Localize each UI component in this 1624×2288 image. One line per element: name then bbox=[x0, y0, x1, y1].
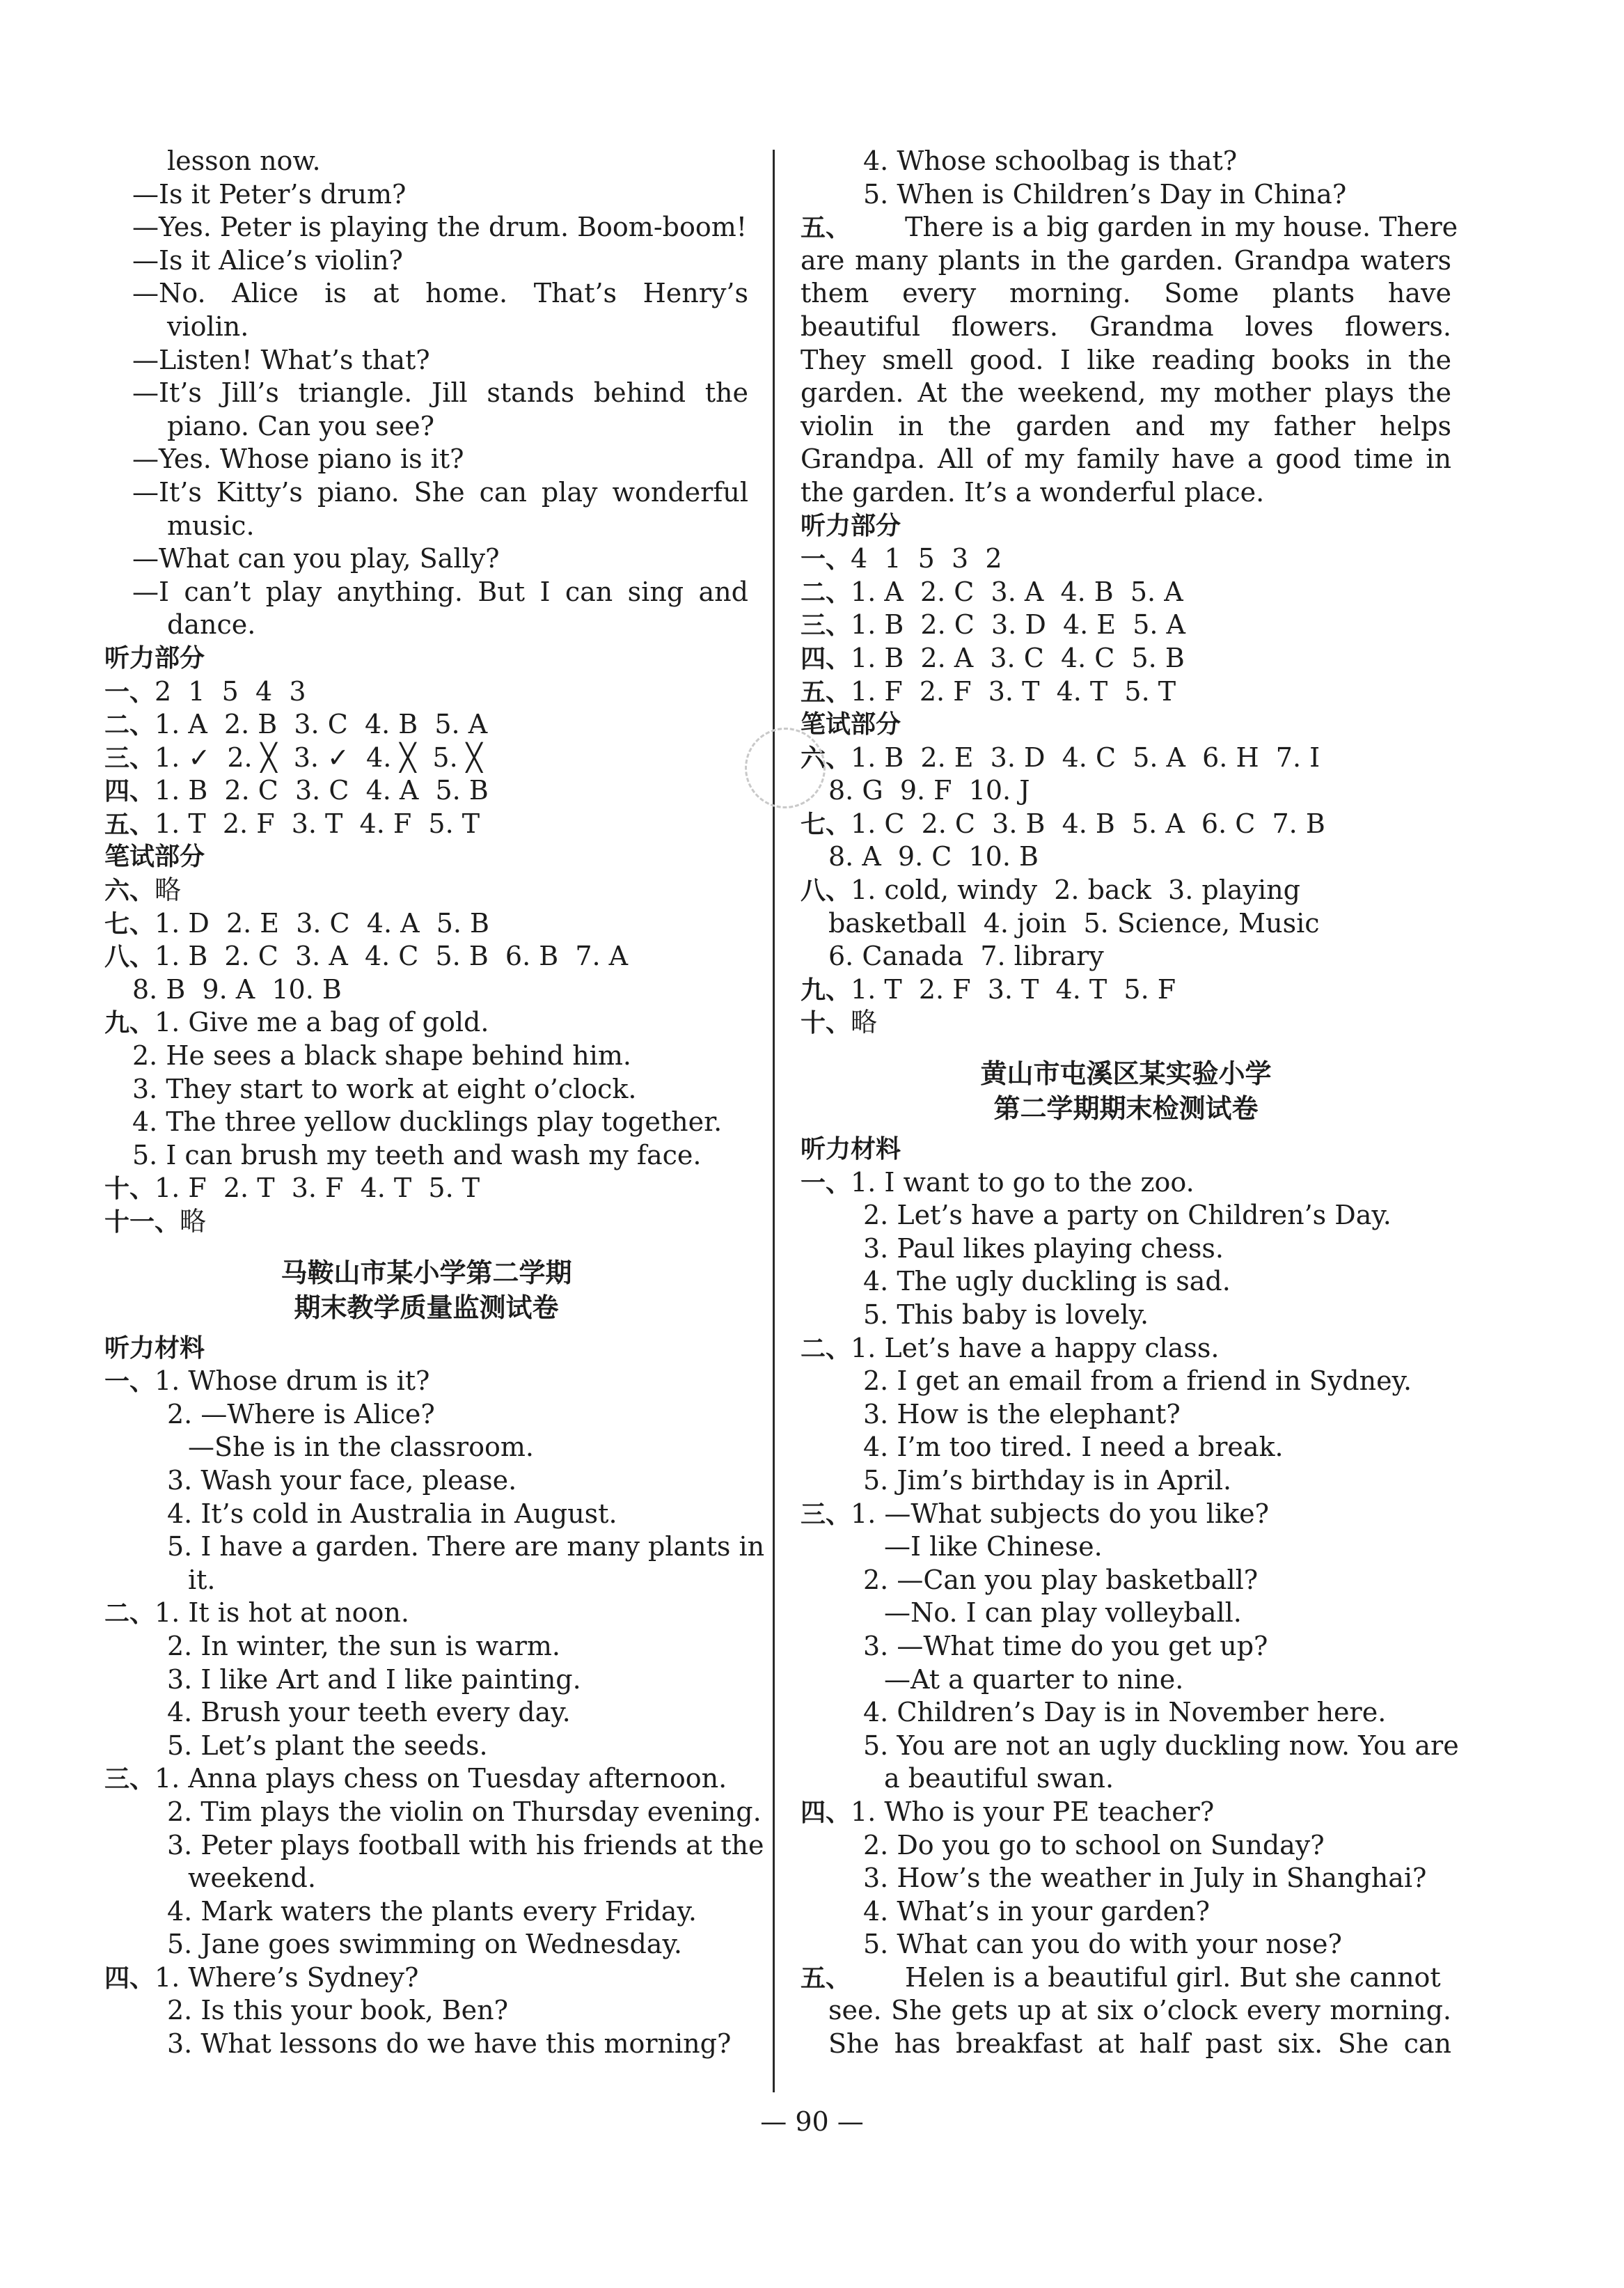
material-line: 2. —Where is Alice? bbox=[167, 1398, 435, 1429]
material-line: 2. Let’s have a party on Children’s Day. bbox=[863, 1200, 1392, 1231]
section-number: 七、 bbox=[801, 810, 851, 839]
material-line: 4. It’s cold in Australia in August. bbox=[167, 1498, 617, 1529]
material-line: 5. This baby is lovely. bbox=[863, 1299, 1149, 1330]
section-number: 一、 bbox=[104, 1368, 155, 1397]
material-line: 3. Paul likes playing chess. bbox=[863, 1232, 1224, 1264]
section-number: 二、 bbox=[801, 578, 851, 607]
answer-line bbox=[801, 1006, 1451, 1040]
text-line: dance. bbox=[167, 609, 256, 641]
answer-line bbox=[801, 675, 1451, 709]
material-line: 4. Brush your teeth every day. bbox=[167, 1697, 571, 1728]
answer-line bbox=[104, 774, 748, 808]
answer-line: 8. G 9. F 10. J bbox=[828, 775, 1030, 806]
answer-line bbox=[801, 576, 1451, 609]
answer-line bbox=[104, 1006, 748, 1040]
section-number: 八、 bbox=[801, 877, 851, 906]
material-line: —No. I can play volleyball. bbox=[884, 1597, 1242, 1629]
section-header: 听力部分 bbox=[104, 643, 205, 673]
answer-text: 略 bbox=[155, 875, 182, 906]
answer-text: 1. cold, windy 2. back 3. playing bbox=[851, 875, 1300, 906]
passage-line bbox=[801, 211, 1458, 244]
material-line: —At a quarter to nine. bbox=[884, 1663, 1184, 1695]
answer-text: 1. A 2. B 3. C 4. B 5. A bbox=[155, 709, 488, 740]
material-line: 5. Jane goes swimming on Wednesday. bbox=[167, 1929, 682, 1960]
section-number: 九、 bbox=[801, 975, 851, 1005]
answer-text: 1. T 2. F 3. T 4. F 5. T bbox=[155, 808, 480, 839]
section-number: 十一、 bbox=[104, 1208, 180, 1237]
section-number: 四、 bbox=[801, 1798, 851, 1827]
material-line bbox=[801, 1796, 1451, 1829]
answer-text: 略 bbox=[180, 1206, 207, 1237]
material-line: 2. Tim plays the violin on Thursday evening. bbox=[167, 1796, 762, 1827]
answer-line bbox=[801, 973, 1451, 1007]
answer-text: 1. C 2. C 3. B 4. B 5. A 6. C 7. B bbox=[851, 808, 1325, 839]
material-line: —I like Chinese. bbox=[884, 1531, 1103, 1562]
material-line: 2. Do you go to school on Sunday? bbox=[863, 1829, 1325, 1860]
passage-line bbox=[801, 1961, 1451, 1995]
answer-line bbox=[104, 675, 748, 709]
material-line: 5. Jim’s birthday is in April. bbox=[863, 1464, 1232, 1496]
section-header: 听力部分 bbox=[801, 511, 901, 540]
material-text: 1. I want to go to the zoo. bbox=[851, 1166, 1195, 1198]
material-text: 1. Who is your PE teacher? bbox=[851, 1796, 1215, 1827]
material-line: 5. What can you do with your nose? bbox=[863, 1929, 1342, 1960]
answer-line: 4. The three yellow ducklings play together. bbox=[132, 1106, 723, 1138]
section-number: 五、 bbox=[801, 214, 851, 243]
answer-text: 1. B 2. C 3. A 4. C 5. B 6. B 7. A bbox=[155, 941, 629, 972]
section-number: 三、 bbox=[104, 744, 155, 773]
material-text: 1. Anna plays chess on Tuesday afternoon. bbox=[155, 1763, 727, 1794]
answer-text: 1. B 2. C 3. C 4. A 5. B bbox=[155, 775, 489, 806]
material-line bbox=[104, 1597, 748, 1630]
material-line: —She is in the classroom. bbox=[188, 1432, 534, 1463]
material-line: 5. I have a garden. There are many plants in bbox=[167, 1531, 765, 1562]
section-number: 九、 bbox=[104, 1009, 155, 1038]
section-number: 八、 bbox=[104, 943, 155, 972]
answer-text: 1. D 2. E 3. C 4. A 5. B bbox=[155, 907, 489, 939]
section-number: 一、 bbox=[801, 545, 851, 574]
passage-text: Helen is a beautiful girl. But she cannot bbox=[905, 1961, 1441, 1993]
test-title: 马鞍山市某小学第二学期 bbox=[281, 1257, 572, 1288]
text-line: violin. bbox=[167, 311, 249, 342]
material-line: 4. Children’s Day is in November here. bbox=[863, 1697, 1387, 1728]
test-title: 期末教学质量监测试卷 bbox=[294, 1292, 559, 1323]
answer-line bbox=[104, 808, 748, 841]
answer-line bbox=[801, 874, 1451, 907]
text-line: —What can you play, Sally? bbox=[132, 543, 500, 574]
material-line: 2. I get an email from a friend in Sydney. bbox=[863, 1365, 1412, 1397]
section-number: 四、 bbox=[104, 1964, 155, 1993]
material-line: it. bbox=[188, 1564, 216, 1595]
section-number: 六、 bbox=[104, 877, 155, 906]
material-line: weekend. bbox=[188, 1863, 316, 1894]
answer-line: 8. B 9. A 10. B bbox=[132, 973, 342, 1005]
passage-text: There is a big garden in my house. There bbox=[905, 212, 1458, 243]
answer-line: 2. He sees a black shape behind him. bbox=[132, 1040, 631, 1072]
material-line: 5. When is Children’s Day in China? bbox=[863, 178, 1347, 210]
answer-text: 1. F 2. T 3. F 4. T 5. T bbox=[155, 1173, 480, 1204]
material-line: 3. —What time do you get up? bbox=[863, 1630, 1268, 1661]
material-line: 4. I’m too tired. I need a break. bbox=[863, 1432, 1284, 1463]
material-line bbox=[104, 1762, 748, 1796]
material-line: 3. How’s the weather in July in Shanghai? bbox=[863, 1863, 1427, 1894]
material-line: 3. Peter plays football with his friends at the bbox=[167, 1829, 764, 1860]
material-line: 2. In winter, the sun is warm. bbox=[167, 1630, 560, 1661]
left-column bbox=[104, 145, 765, 2061]
test-title: 黄山市屯溪区某实验小学 bbox=[980, 1058, 1272, 1090]
answer-line: 5. I can brush my teeth and wash my face. bbox=[132, 1139, 702, 1170]
text-line: —I can’t play anything. But I can sing and bbox=[132, 576, 748, 607]
answer-text: 略 bbox=[851, 1007, 878, 1038]
answer-line: basketball 4. join 5. Science, Music bbox=[828, 907, 1320, 939]
section-number: 五、 bbox=[801, 677, 851, 707]
right-column bbox=[801, 145, 1459, 2061]
answer-line bbox=[801, 542, 1451, 576]
answer-line bbox=[104, 1205, 748, 1239]
answer-text: 1. Give me a bag of gold. bbox=[155, 1007, 489, 1038]
answer-line: 8. A 9. C 10. B bbox=[828, 841, 1039, 872]
section-number: 一、 bbox=[801, 1168, 851, 1198]
material-line: 2. Is this your book, Ben? bbox=[167, 1995, 508, 2026]
material-text: 1. —What subjects do you like? bbox=[851, 1498, 1269, 1529]
material-line bbox=[801, 1332, 1451, 1365]
material-line bbox=[104, 1365, 748, 1398]
material-line: 4. The ugly duckling is sad. bbox=[863, 1266, 1231, 1297]
passage-line: Grandpa. All of my family have a good time in bbox=[801, 444, 1451, 475]
answer-line bbox=[104, 907, 748, 941]
passage-line: the garden. It’s a wonderful place. bbox=[801, 476, 1265, 508]
text-line: —It’s Kitty’s piano. She can play wonderful bbox=[132, 476, 748, 508]
answer-line: 6. Canada 7. library bbox=[828, 941, 1104, 972]
answer-line bbox=[801, 742, 1451, 775]
answer-line bbox=[104, 874, 748, 907]
material-line: a beautiful swan. bbox=[884, 1763, 1114, 1794]
answer-line bbox=[801, 808, 1451, 841]
text-line: —No. Alice is at home. That’s Henry’s bbox=[132, 278, 748, 309]
text-line: —Listen! What’s that? bbox=[132, 344, 430, 375]
passage-line: She has breakfast at half past six. She can bbox=[828, 2028, 1451, 2060]
text-line: piano. Can you see? bbox=[167, 410, 435, 441]
text-line: —Yes. Peter is playing the drum. Boom-boom! bbox=[132, 212, 748, 243]
answer-text: 4 1 5 3 2 bbox=[851, 543, 1002, 574]
section-header: 听力材料 bbox=[801, 1135, 901, 1164]
text-line: music. bbox=[167, 510, 255, 541]
material-line: 2. —Can you play basketball? bbox=[863, 1564, 1259, 1595]
material-text: 1. Let’s have a happy class. bbox=[851, 1332, 1220, 1363]
material-text: 1. Where’s Sydney? bbox=[155, 1961, 419, 1993]
column-divider bbox=[773, 150, 775, 2092]
answer-text: 1. B 2. A 3. C 4. C 5. B bbox=[851, 642, 1185, 673]
answer-text: 1. F 2. F 3. T 4. T 5. T bbox=[851, 675, 1176, 707]
answer-line: 3. They start to work at eight o’clock. bbox=[132, 1073, 637, 1104]
passage-line: violin in the garden and my father helps bbox=[801, 410, 1451, 441]
material-line: 3. I like Art and I like painting. bbox=[167, 1663, 581, 1695]
material-line: 4. Mark waters the plants every Friday. bbox=[167, 1895, 697, 1927]
material-line: 3. How is the elephant? bbox=[863, 1398, 1181, 1429]
material-line bbox=[801, 1498, 1451, 1531]
material-line: 5. Let’s plant the seeds. bbox=[167, 1730, 488, 1761]
section-number: 三、 bbox=[801, 611, 851, 641]
answer-text: 1. B 2. E 3. D 4. C 5. A 6. H 7. I bbox=[851, 742, 1321, 773]
material-text: 1. Whose drum is it? bbox=[155, 1365, 430, 1397]
section-number: 六、 bbox=[801, 744, 851, 773]
section-number: 二、 bbox=[104, 711, 155, 740]
material-line bbox=[801, 1166, 1451, 1200]
material-line: 3. What lessons do we have this morning? bbox=[167, 2028, 732, 2060]
material-line bbox=[104, 1961, 748, 1995]
test-title: 第二学期期末检测试卷 bbox=[993, 1093, 1259, 1125]
section-header: 听力材料 bbox=[104, 1333, 205, 1363]
text-line: —Yes. Whose piano is it? bbox=[132, 444, 464, 475]
answer-text: 2 1 5 4 3 bbox=[155, 675, 306, 707]
material-line: 5. You are not an ugly duckling now. You are bbox=[863, 1730, 1459, 1761]
passage-line: They smell good. I like reading books in the bbox=[801, 344, 1451, 375]
section-header: 笔试部分 bbox=[104, 843, 205, 872]
passage-line: are many plants in the garden. Grandpa waters bbox=[801, 244, 1451, 276]
answer-line bbox=[104, 742, 748, 775]
section-number: 七、 bbox=[104, 909, 155, 939]
section-number: 二、 bbox=[104, 1599, 155, 1629]
passage-line: see. She gets up at six o’clock every morning. bbox=[828, 1995, 1451, 2026]
material-line: 4. Whose schoolbag is that? bbox=[863, 146, 1238, 176]
section-number: 五、 bbox=[801, 1964, 851, 1993]
section-number: 十、 bbox=[801, 1009, 851, 1038]
material-line: 4. What’s in your garden? bbox=[863, 1895, 1211, 1927]
answer-text: 1. T 2. F 3. T 4. T 5. F bbox=[851, 973, 1176, 1005]
answer-line bbox=[104, 708, 748, 742]
section-number: 五、 bbox=[104, 810, 155, 839]
text-line: lesson now. bbox=[167, 146, 321, 176]
answer-text: 1. ✓ 2. ╳ 3. ✓ 4. ╳ 5. ╳ bbox=[155, 742, 482, 773]
section-number: 三、 bbox=[104, 1765, 155, 1794]
answer-text: 1. A 2. C 3. A 4. B 5. A bbox=[851, 576, 1183, 607]
answer-line bbox=[801, 642, 1451, 675]
section-number: 三、 bbox=[801, 1500, 851, 1529]
passage-line: garden. At the weekend, my mother plays the bbox=[801, 377, 1451, 409]
section-number: 二、 bbox=[801, 1334, 851, 1363]
text-line: —Is it Peter’s drum? bbox=[132, 178, 407, 210]
section-header: 笔试部分 bbox=[801, 710, 901, 739]
answer-line bbox=[104, 1172, 748, 1205]
answer-text: 1. B 2. C 3. D 4. E 5. A bbox=[851, 609, 1185, 641]
section-number: 四、 bbox=[104, 777, 155, 806]
passage-line: beautiful flowers. Grandma loves flowers. bbox=[801, 311, 1451, 342]
section-number: 十、 bbox=[104, 1175, 155, 1204]
section-number: 一、 bbox=[104, 677, 155, 707]
answer-line bbox=[801, 609, 1451, 642]
text-line: —It’s Jill’s triangle. Jill stands behind the bbox=[132, 377, 748, 409]
section-number: 四、 bbox=[801, 644, 851, 673]
text-line: —Is it Alice’s violin? bbox=[132, 244, 403, 276]
material-text: 1. It is hot at noon. bbox=[155, 1597, 409, 1629]
answer-line bbox=[104, 940, 748, 973]
material-line: 3. Wash your face, please. bbox=[167, 1464, 517, 1496]
passage-line: them every morning. Some plants have bbox=[801, 278, 1451, 309]
page-number: — 90 — bbox=[760, 2106, 864, 2137]
